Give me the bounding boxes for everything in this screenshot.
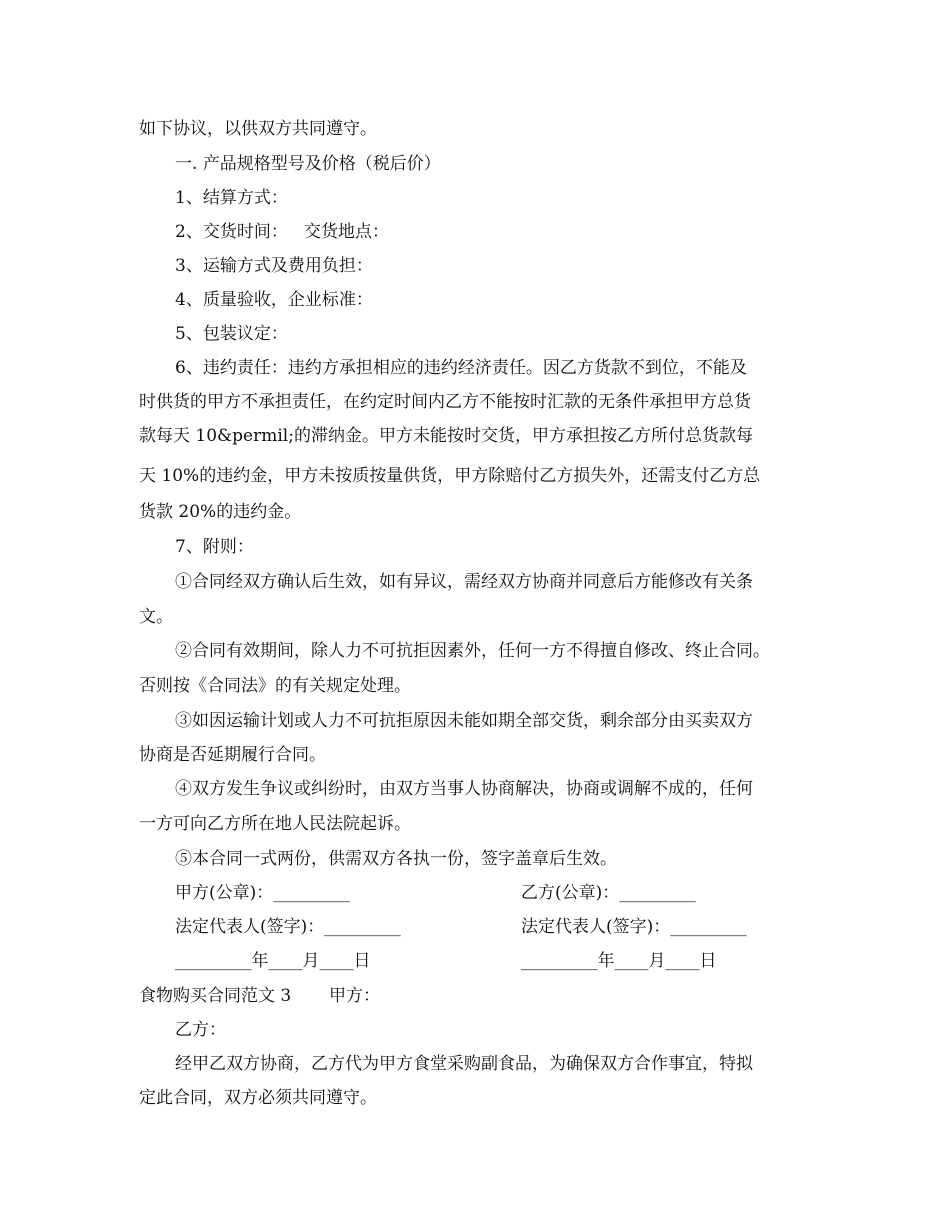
- paragraph-line: 经甲乙双方协商，乙方代为甲方食堂采购副食品，为确保双方合作事宜，特拟: [175, 1054, 753, 1074]
- clause-transport: 3、运输方式及费用负担：: [175, 256, 373, 276]
- clause-liability: 6、违约责任：违约方承担相应的违约经济责任。因乙方货款不到位，不能及: [175, 358, 747, 378]
- appendix-item-3: ③如因运输计划或人力不可抗拒原因未能如期全部交货，剩余部分由买卖双方: [175, 711, 753, 731]
- appendix-item-4: ④双方发生争议或纠纷时，由双方当事人协商解决，协商或调解不成的，任何: [175, 779, 753, 799]
- paragraph-line: 时供货的甲方不承担责任，在约定时间内乙方不能按时汇款的无条件承担甲方总货: [139, 392, 751, 412]
- clause-delivery: 2、交货时间： 交货地点：: [175, 222, 390, 242]
- paragraph-line: 定此合同，双方必须共同遵守。: [139, 1088, 377, 1108]
- paragraph-line: 天 10%的违约金，甲方未按质按量供货，甲方除赔付乙方损失外，还需支付乙方总: [139, 466, 761, 486]
- appendix-item-2: ②合同有效期间，除人力不可抗拒因素外，任何一方不得擅自修改、终止合同。: [175, 641, 770, 661]
- clause-packaging: 5、包装议定：: [175, 324, 288, 344]
- appendix-item-1: ①合同经双方确认后生效，如有异议，需经双方协商并同意后方能修改有关条: [175, 572, 753, 592]
- paragraph-line: 款每天 10&permil;的滞纳金。甲方未能按时交货，甲方承担按乙方所付总货款每: [139, 426, 753, 446]
- party-a-seal: 甲方(公章)：_________: [175, 883, 350, 903]
- clause-appendix: 7、附则：: [175, 537, 254, 557]
- clause-quality: 4、质量验收，企业标准：: [175, 290, 373, 310]
- paragraph-line: 协商是否延期履行合同。: [139, 745, 326, 765]
- party-a-representative: 法定代表人(签字)：_________: [175, 917, 401, 937]
- party-b-seal: 乙方(公章)：_________: [521, 883, 696, 903]
- party-b-line: 乙方：: [175, 1020, 226, 1040]
- paragraph-line: 一方可向乙方所在地人民法院起诉。: [139, 814, 411, 834]
- appendix-item-5: ⑤本合同一式两份，供需双方各执一份，签字盖章后生效。: [175, 849, 617, 869]
- party-b-representative: 法定代表人(签字)：_________: [521, 917, 747, 937]
- paragraph-line: 文。: [139, 607, 173, 627]
- paragraph-line: 如下协议，以供双方共同遵守。: [139, 119, 377, 139]
- paragraph-line: 货款 20%的违约金。: [139, 502, 302, 522]
- party-a-date: _________年____月____日: [175, 951, 371, 971]
- clause-settlement: 1、结算方式：: [175, 188, 288, 208]
- paragraph-line: 否则按《合同法》的有关规定处理。: [139, 676, 411, 696]
- party-b-date: _________年____月____日: [521, 951, 717, 971]
- section-heading: 一. 产品规格型号及价格（税后价）: [175, 154, 441, 174]
- contract-title-line: 食物购买合同范文 3 甲方：: [139, 986, 381, 1006]
